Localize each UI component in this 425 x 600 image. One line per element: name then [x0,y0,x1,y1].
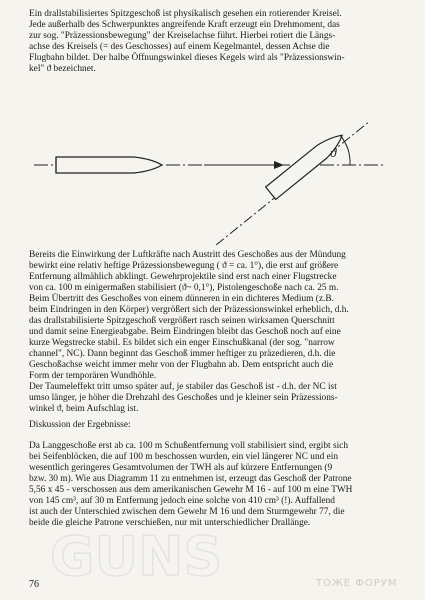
text-line: wesentlich geringeres Gesamtvolumen der TWH als auf kürzere Entfernungen (9 [29,463,333,473]
text-line: kurze Wegstrecke stabil. Es bildet sich ein enger Einschußkanal (der sog. "narrow [29,338,335,348]
text-line: Bereits die Einwirkung der Luftkräfte nach Austritt des Geschoßes aus der Mündung [29,250,346,260]
text-line: Jede außerhalb des Schwerpunktes angreifende Kraft erzeugt ein Drehmoment, das [29,20,340,30]
text-line: von ca. 100 m einigermaßen stabilisiert (ϑ~ 0,1°), Pistolengeschoße nach ca. 25 m. [29,283,339,293]
bullet-left-icon [56,157,162,173]
text-line: von 145 cm³, auf 30 m Entfernung jedoch eine solche von 410 cm³ (!). Auffallend [29,496,335,506]
text-line: channel", NC). Dann beginnt das Geschoß immer heftiger zu präzedieren, d.h. die [29,349,336,359]
text-line: kel" ϑ bezeichnet. [29,64,96,74]
text-line: Ein drallstabilisiertes Spitzgeschoß ist physikalisch gesehen ein rotierender Kreisel. [29,9,342,19]
text-line: beide die gleiche Patrone verschießen, nur mit unterschiedlicher Drallänge. [29,518,311,528]
text-line: umso länger, je höher die Drehzahl des Geschoßes und je kleiner sein Präzessions- [29,393,338,403]
text-line: Beim Übertritt des Geschoßes von einem dünneren in ein dichteres Medium (z.B. [29,294,334,304]
text-line: Der Taumeleffekt tritt umso später auf, je stabiler das Geschoß ist - d.h. der NC ist [29,382,337,392]
text-line: Form der temporären Wundhöhle. [29,371,157,381]
text-line: bei Seifenblöcken, die auf 100 m beschossen wurden, ein viel längerer NC und ein [29,452,339,462]
page-number: 76 [29,579,39,590]
angle-arc [340,135,350,165]
text-line: beim Eindringen in den Körper) vergrößert sich der Präzessionswinkel erheblich, d.h. [29,305,349,315]
text-line: ist auch der Unterschied zwischen dem Gewehr M 16 und dem Sturmgewehr 77, die [29,507,345,517]
paragraph-discussion [29,441,399,529]
text-line: bewirkt eine relativ heftige Präzessionsbewegung ( ϑ = ca. 1°), die erst auf größere [29,261,339,271]
text-line: Geschoßachse weicht immer mehr von der Flugbahn ab. Dem entspricht auch die [29,360,334,370]
paragraph-precession-intro [29,9,399,75]
paragraph-precession-effects [29,250,399,415]
angle-label: ϑ [330,145,337,160]
text-line: Flugbahn bildet. Der halbe Öffnungswinkel dieses Kegels wird als "Präzessionswin- [29,53,345,63]
text-line: und damit seine Energieabgabe. Beim Eindringen bleibt das Geschoß noch auf eine [29,327,341,337]
text-line: 5,56 x 45 - verschossen aus dem amerikanischen Gewehr M 16 - auf 100 m eine TWH [29,485,353,495]
text-line: Da Langgeschoße erst ab ca. 100 m Schußentfernung voll stabilisiert sind, ergibt sich [29,441,348,451]
section-heading: Diskussion der Ergebnisse: [29,420,131,430]
text-line: zur sog. "Präzessionsbewegung" der Kreiselachse führt. Hierbei rotiert die Längs- [29,31,336,41]
forum-watermark: ТОЖЕ ФОРУМ [316,578,398,589]
text-line: achse des Kreisels (= des Geschosses) auf einem Kegelmantel, dessen Achse die [29,42,330,52]
text-line: bzw. 30 m). Wie aus Diagramm 11 zu entnehmen ist, erzeugt das Geschoß der Patrone [29,474,352,484]
text-line: das drallstabilisierte Spitzgeschoß vergrößert rasch seinen wirksamen Querschnitt [29,316,335,326]
precession-diagram [34,117,384,245]
text-line: Entfernung allmählich abklingt. Gewehrprojektile sind erst nach einer Flugstrecke [29,272,337,282]
svg-text:GUNS: GUNS [50,525,223,588]
text-line: winkel ϑ, beim Aufschlag ist. [29,404,139,414]
